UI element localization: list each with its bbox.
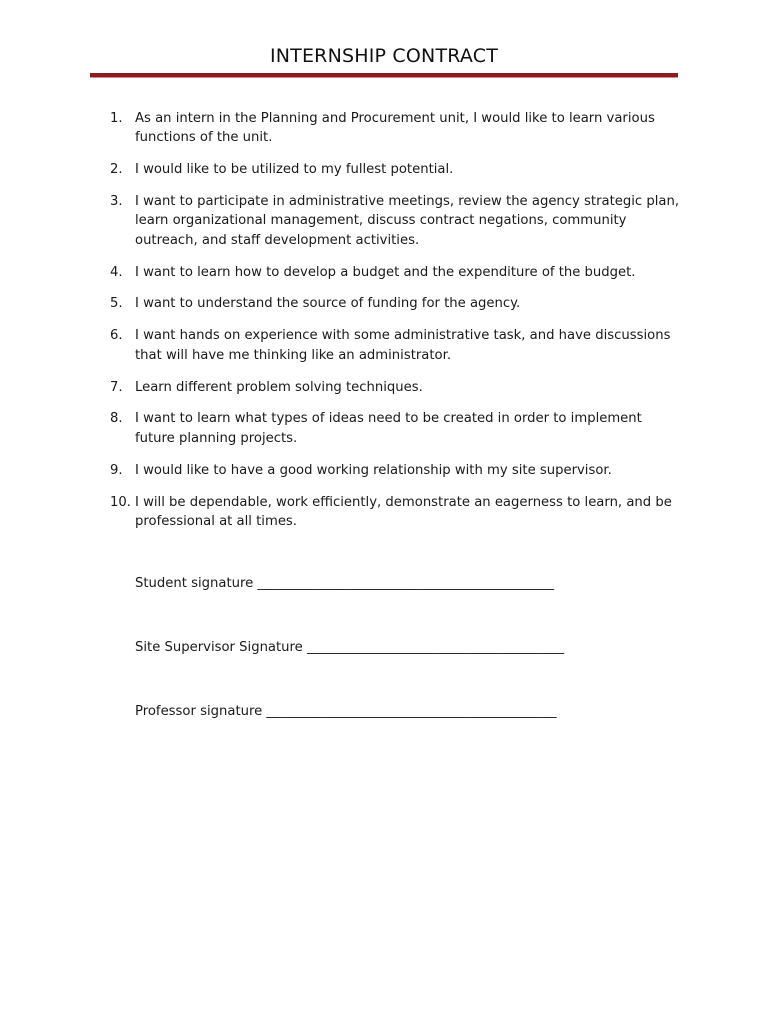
list-item: [110, 409, 685, 448]
list-item-text: As an intern in the Planning and Procurement unit, I would like to learn various functions of the unit.: [135, 111, 655, 146]
list-item-text: I would like to be utilized to my fullest potential.: [135, 162, 454, 178]
list-item-number: 2.: [110, 162, 123, 178]
list-item-number: 4.: [110, 264, 123, 280]
list-item-number: 1.: [110, 111, 123, 126]
list-item-text: I would like to have a good working relationship with my site supervisor.: [135, 462, 612, 478]
contract-items-list: [110, 109, 685, 544]
list-item-number: 9.: [110, 462, 123, 478]
list-item-text: I want to learn how to develop a budget and the expenditure of the budget.: [135, 264, 636, 280]
site-supervisor-signature-line: Site Supervisor Signature _______________________________________: [135, 640, 565, 655]
list-item: [110, 461, 685, 480]
list-item-number: 6.: [110, 328, 123, 344]
list-item-number: 8.: [110, 411, 123, 427]
list-item: [110, 378, 685, 397]
list-item-text: Learn different problem solving techniques.: [135, 379, 423, 395]
document-title: INTERNSHIP CONTRACT: [269, 45, 499, 67]
signature-block: [135, 574, 695, 766]
list-item-text: I want to learn what types of ideas need to be created in order to implement future planning projects.: [135, 411, 642, 446]
list-item: [110, 109, 685, 148]
list-item: [110, 160, 685, 179]
list-item: [110, 263, 685, 282]
title-divider-shadow: [90, 77, 678, 78]
list-item: [110, 192, 685, 250]
list-item-text: I want hands on experience with some administrative task, and have discussions that will have me thinking like an administrator.: [135, 328, 671, 363]
list-item: [110, 294, 685, 313]
list-item-text: I want to participate in administrative meetings, review the agency strategic plan, learn organizational management, discuss contract negations, community outreach, and staff development activities.: [135, 194, 680, 248]
list-item-text: I want to understand the source of funding for the agency.: [135, 296, 521, 312]
list-item-number: 3.: [110, 194, 123, 210]
list-item-number: 5.: [110, 296, 123, 312]
list-item-number: 7.: [110, 379, 123, 395]
list-item: [110, 493, 685, 532]
list-item-text: I will be dependable, work efficiently, demonstrate an eagerness to learn, and be professional at all times.: [135, 494, 672, 529]
list-item: [110, 326, 685, 365]
student-signature-line: Student signature _____________________________________________: [135, 576, 555, 591]
list-item-number: 10.: [110, 494, 131, 510]
professor-signature-line: Professor signature ____________________________________________: [135, 704, 557, 719]
